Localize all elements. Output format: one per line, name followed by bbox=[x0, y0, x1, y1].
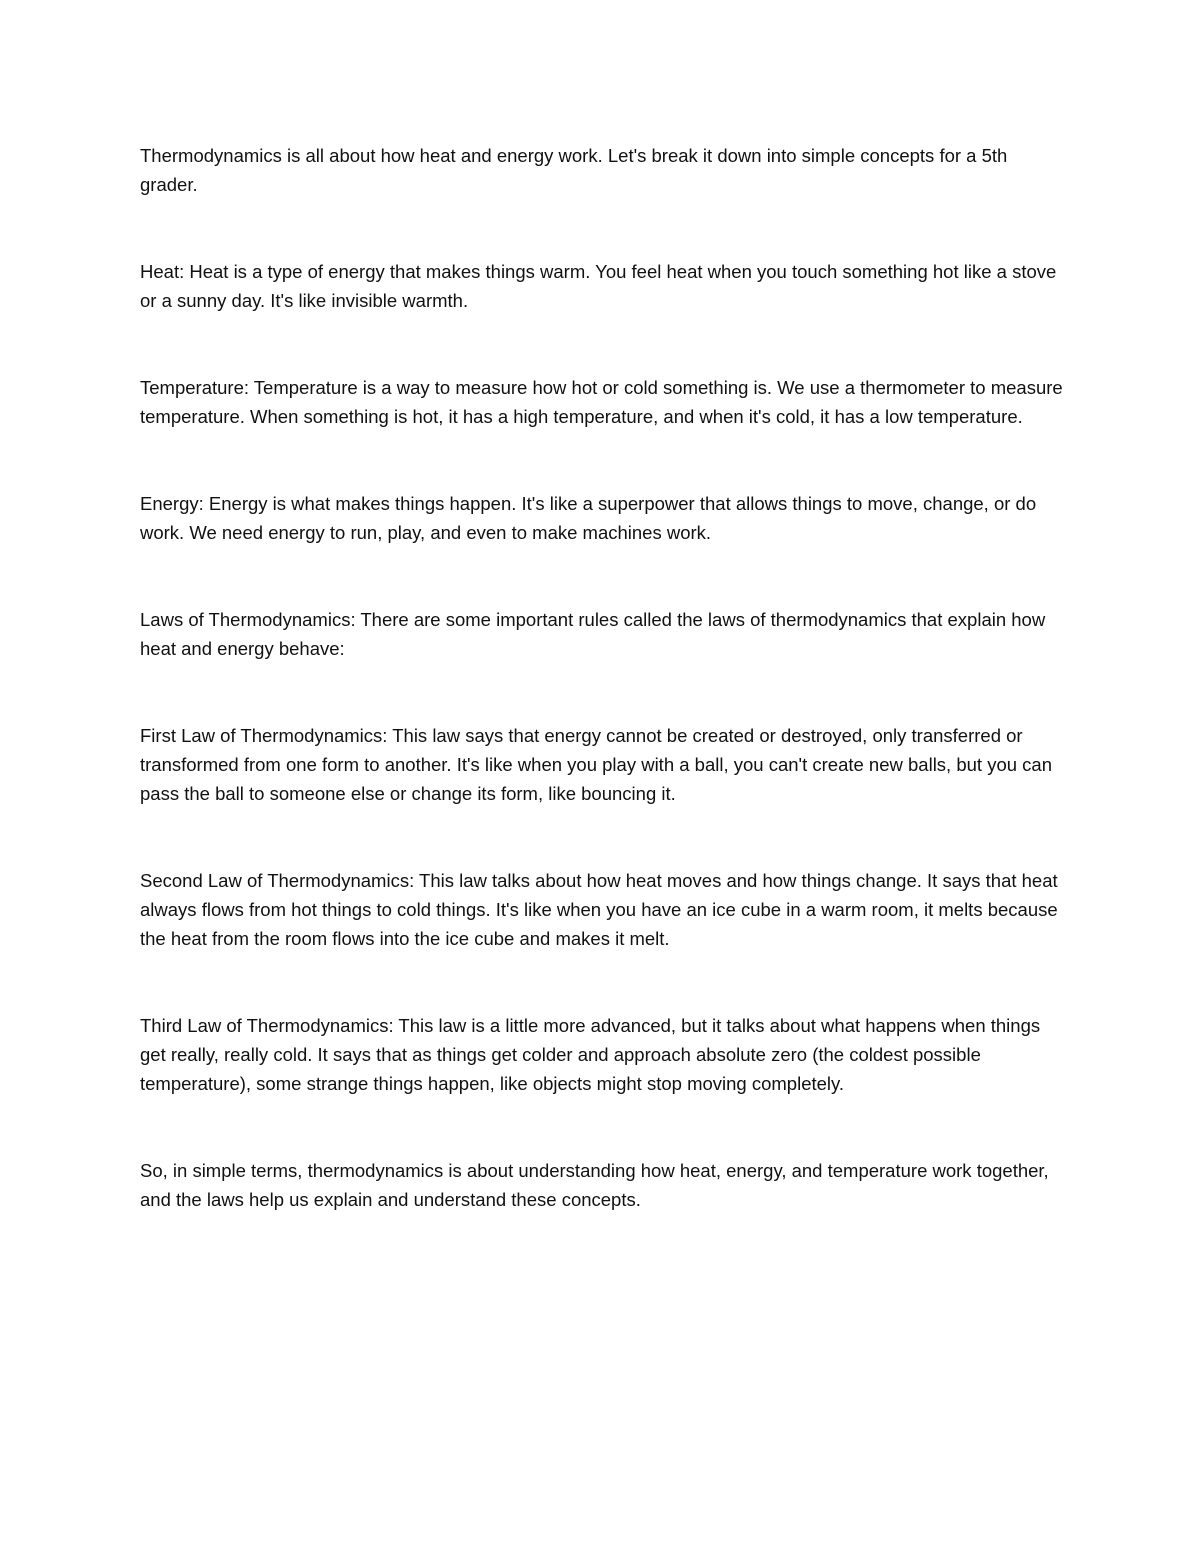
heat-paragraph: Heat: Heat is a type of energy that makes things warm. You feel heat when you touch something hot like a stove or a sunny day. It's like invisible warmth. bbox=[140, 261, 1057, 311]
third-law-paragraph: Third Law of Thermodynamics: This law is a little more advanced, but it talks about what happens when things get really, really cold. It says that as things get colder and approach absolute zero (the coldest possible temperature), some strange things happen, like objects might stop moving completely. bbox=[140, 1015, 1041, 1094]
intro-paragraph: Thermodynamics is all about how heat and energy work. Let's break it down into simple concepts for a 5th grader. bbox=[140, 145, 1008, 195]
summary-paragraph: So, in simple terms, thermodynamics is about understanding how heat, energy, and temperature work together, and the laws help us explain and understand these concepts. bbox=[140, 1160, 1049, 1210]
document-body bbox=[140, 141, 1070, 1272]
second-law-paragraph: Second Law of Thermodynamics: This law talks about how heat moves and how things change. It says that heat always flows from hot things to cold things. It's like when you have an ice cube in a warm room, it melts because the heat from the room flows into the ice cube and makes it melt. bbox=[140, 870, 1058, 949]
first-law-paragraph: First Law of Thermodynamics: This law says that energy cannot be created or destroyed, only transferred or transformed from one form to another. It's like when you play with a ball, you can't create new balls, but you can pass the ball to someone else or change its form, like bouncing it. bbox=[140, 725, 1052, 804]
energy-paragraph: Energy: Energy is what makes things happen. It's like a superpower that allows things to move, change, or do work. We need energy to run, play, and even to make machines work. bbox=[140, 493, 1037, 543]
laws-paragraph: Laws of Thermodynamics: There are some important rules called the laws of thermodynamics that explain how heat and energy behave: bbox=[140, 609, 1046, 659]
temperature-paragraph: Temperature: Temperature is a way to measure how hot or cold something is. We use a thermometer to measure temperature. When something is hot, it has a high temperature, and when it's cold, it has a low temperature. bbox=[140, 377, 1063, 427]
